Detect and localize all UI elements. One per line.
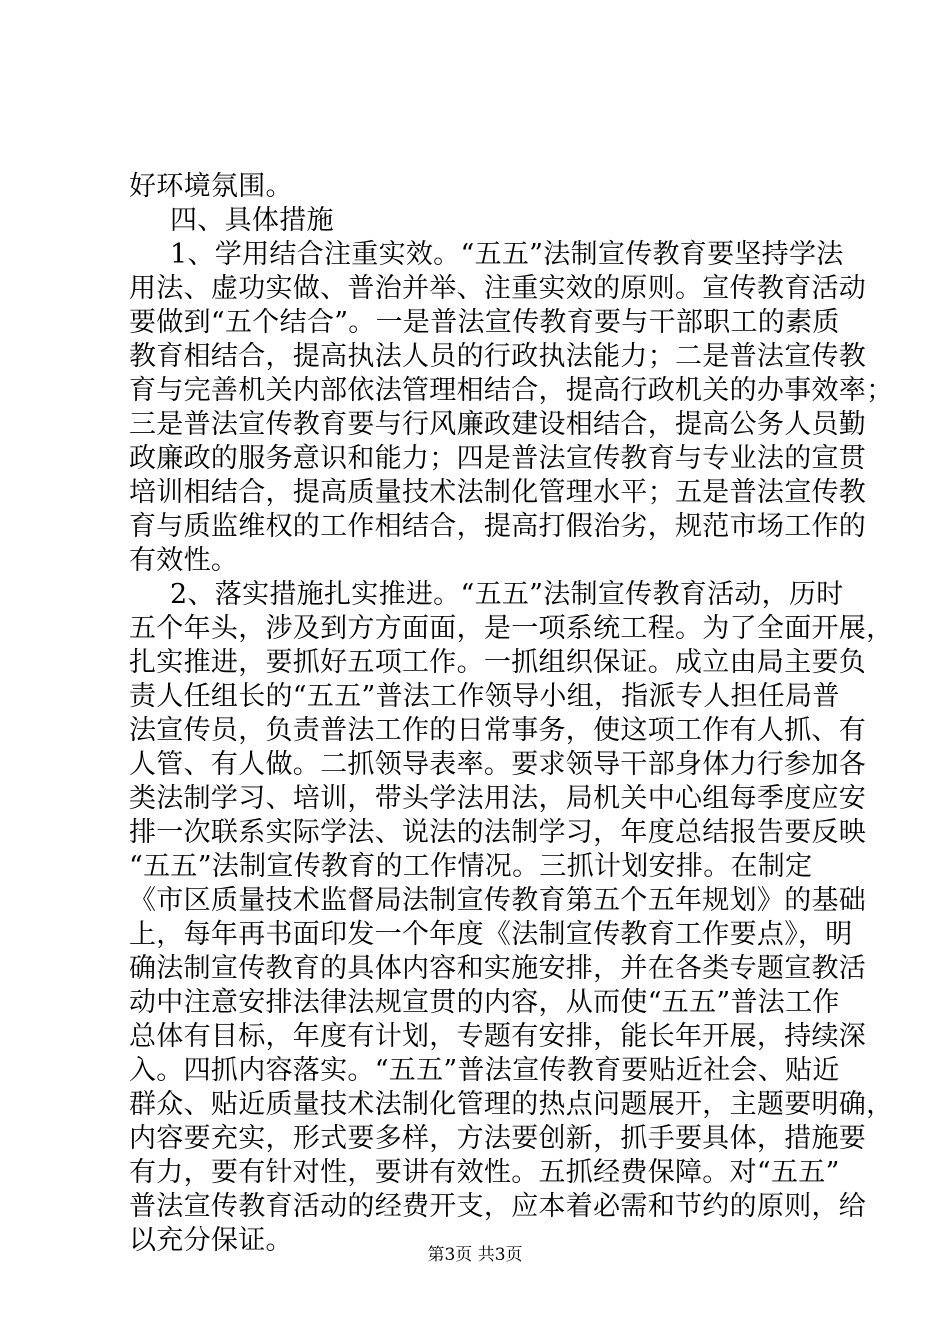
text-line: 《市区质量技术监督局法制宣传教育第五个五年规划》的基础 — [129, 885, 867, 916]
text-line: 动中注意安排法律法规宣贯的内容，从而使“五五”普法工作 — [129, 987, 840, 1018]
text-line: 责人任组长的“五五”普法工作领导小组，指派专人担任局普 — [129, 681, 840, 712]
text-line: 培训相结合，提高质量技术法制化管理水平；五是普法宣传教 — [129, 477, 867, 508]
text-line: 五个年头，涉及到方方面面，是一项系统工程。为了全面开展， — [129, 613, 894, 644]
text-line: 类法制学习、培训，带头学法用法，局机关中心组每季度应安 — [129, 783, 867, 814]
text-line: 确法制宣传教育的具体内容和实施安排，并在各类专题宣教活 — [129, 953, 867, 984]
text-line: 群众、贴近质量技术法制化管理的热点问题展开，主题要明确， — [129, 1089, 894, 1120]
text-line: 以充分保证。 — [129, 1225, 293, 1256]
text-line: 有效性。 — [129, 545, 239, 576]
text-line: 法宣传员，负责普法工作的日常事务，使这项工作有人抓、有 — [129, 715, 867, 746]
text-line: 三是普法宣传教育要与行风廉政建设相结合，提高公务人员勤 — [129, 409, 867, 440]
text-line: 上，每年再书面印发一个年度《法制宣传教育工作要点》，明 — [129, 919, 853, 950]
text-line: 好环境氛围。 — [129, 171, 293, 202]
text-line: “五五”法制宣传教育的工作情况。三抓计划安排。在制定 — [129, 851, 813, 882]
text-line: 2、落实措施扎实推进。“五五”法制宣传教育活动，历时 — [170, 579, 844, 610]
text-line: 教育相结合，提高执法人员的行政执法能力；二是普法宣传教 — [129, 341, 867, 372]
section-heading: 四、具体措施 — [170, 205, 334, 236]
text-line: 育与质监维权的工作相结合，提高打假治劣，规范市场工作的 — [129, 511, 867, 542]
text-line: 政廉政的服务意识和能力；四是普法宣传教育与专业法的宣贯 — [129, 443, 867, 474]
text-line: 有力，要有针对性，要讲有效性。五抓经费保障。对“五五” — [129, 1157, 840, 1188]
text-line: 1、学用结合注重实效。“五五”法制宣传教育要坚持学法 — [170, 239, 844, 270]
text-line: 用法、虚功实做、普治并举、注重实效的原则。宣传教育活动 — [129, 273, 867, 304]
text-line: 排一次联系实际学法、说法的法制学习，年度总结报告要反映 — [129, 817, 867, 848]
text-line: 人管、有人做。二抓领导表率。要求领导干部身体力行参加各 — [129, 749, 867, 780]
text-line: 育与完善机关内部依法管理相结合，提高行政机关的办事效率； — [129, 375, 894, 406]
text-line: 普法宣传教育活动的经费开支，应本着必需和节约的原则，给 — [129, 1191, 867, 1222]
text-line: 扎实推进，要抓好五项工作。一抓组织保证。成立由局主要负 — [129, 647, 867, 678]
text-line: 要做到“五个结合”。一是普法宣传教育要与干部职工的素质 — [129, 307, 840, 338]
text-line: 入。四抓内容落实。“五五”普法宣传教育要贴近社会、贴近 — [129, 1055, 840, 1086]
text-line: 内容要充实，形式要多样，方法要创新，抓手要具体，措施要 — [129, 1123, 867, 1154]
page-footer: 第3页 共3页 — [427, 1245, 523, 1265]
text-line: 总体有目标，年度有计划，专题有安排，能长年开展，持续深 — [129, 1021, 867, 1052]
